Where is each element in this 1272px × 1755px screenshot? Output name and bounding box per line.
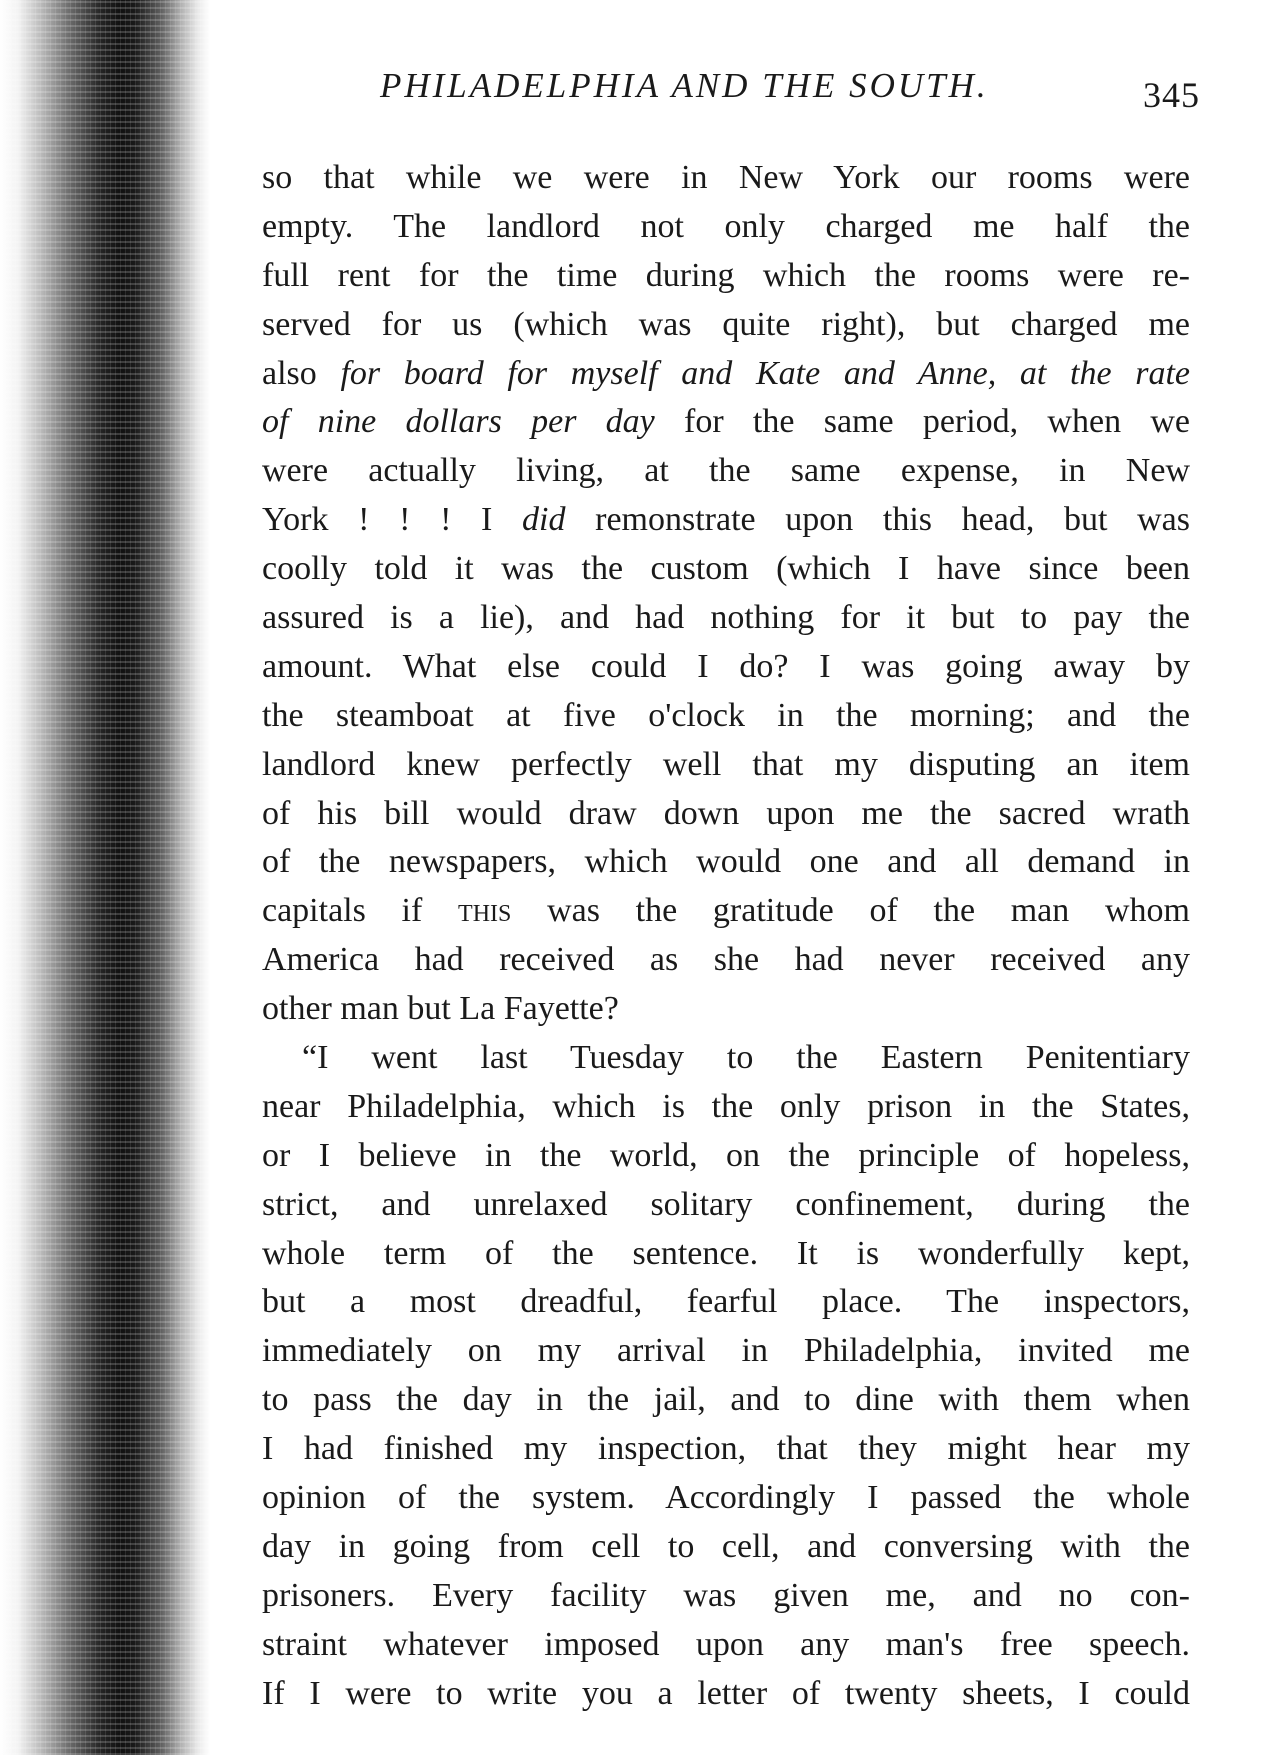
text-line: of nine dollars per day for the same period, when we xyxy=(262,403,1190,441)
text-line: near Philadelphia, which is the only prison in the States, xyxy=(262,1087,1190,1125)
text-line: so that while we were in New York our rooms were xyxy=(262,159,1190,196)
text-line: also for board for myself and Kate and Anne, at the rate xyxy=(262,354,1190,392)
text-line: strict, and unrelaxed solitary confinement, during the xyxy=(262,1185,1190,1223)
text-line: straint whatever imposed upon any man's free speech. xyxy=(262,1625,1190,1663)
text-line: landlord knew perfectly well that my disputing an item xyxy=(262,745,1190,783)
page-header xyxy=(380,66,1200,126)
text-line: day in going from cell to cell, and conversing with the xyxy=(262,1527,1190,1565)
running-title: PHILADELPHIA AND THE SOUTH. xyxy=(380,66,989,105)
text-line: York ! ! ! I did remonstrate upon this head, but was xyxy=(262,501,1190,539)
text-line: assured is a lie), and had nothing for it but to pay the xyxy=(262,599,1190,637)
text-line: America had received as she had never received any xyxy=(262,941,1190,979)
book-gutter-shadow xyxy=(0,0,210,1755)
paragraph-end-line: other man but La Fayette? xyxy=(262,990,619,1028)
text-line: capitals if this was the gratitude of the man whom xyxy=(262,892,1190,930)
text-line: amount. What else could I do? I was going away by xyxy=(262,647,1190,685)
text-line: whole term of the sentence. It is wonderfully kept, xyxy=(262,1234,1190,1272)
text-line: or I believe in the world, on the principle of hopeless, xyxy=(262,1136,1190,1174)
text-line: full rent for the time during which the rooms were re- xyxy=(262,256,1190,294)
text-line: I had finished my inspection, that they might hear my xyxy=(262,1430,1190,1468)
text-line: immediately on my arrival in Philadelphia, invited me xyxy=(262,1332,1190,1370)
text-line: prisoners. Every facility was given me, and no con- xyxy=(262,1576,1190,1614)
text-line: to pass the day in the jail, and to dine with them when xyxy=(262,1381,1190,1419)
text-line: opinion of the system. Accordingly I passed the whole xyxy=(262,1479,1190,1517)
text-line: of his bill would draw down upon me the sacred wrath xyxy=(262,794,1190,832)
text-line: empty. The landlord not only charged me half the xyxy=(262,207,1190,245)
paragraph-start-line: “I went last Tuesday to the Eastern Penitentiary xyxy=(302,1039,1190,1077)
text-line: were actually living, at the same expense, in New xyxy=(262,452,1190,490)
text-line: If I were to write you a letter of twenty sheets, I could xyxy=(262,1674,1190,1712)
text-line: but a most dreadful, fearful place. The inspectors, xyxy=(262,1283,1190,1321)
text-line: served for us (which was quite right), but charged me xyxy=(262,305,1190,343)
text-line: the steamboat at five o'clock in the morning; and the xyxy=(262,696,1190,734)
body-text xyxy=(262,154,1190,1719)
text-line: of the newspapers, which would one and all demand in xyxy=(262,843,1190,881)
page-number: 345 xyxy=(1143,75,1200,115)
text-line: coolly told it was the custom (which I have since been xyxy=(262,550,1190,588)
